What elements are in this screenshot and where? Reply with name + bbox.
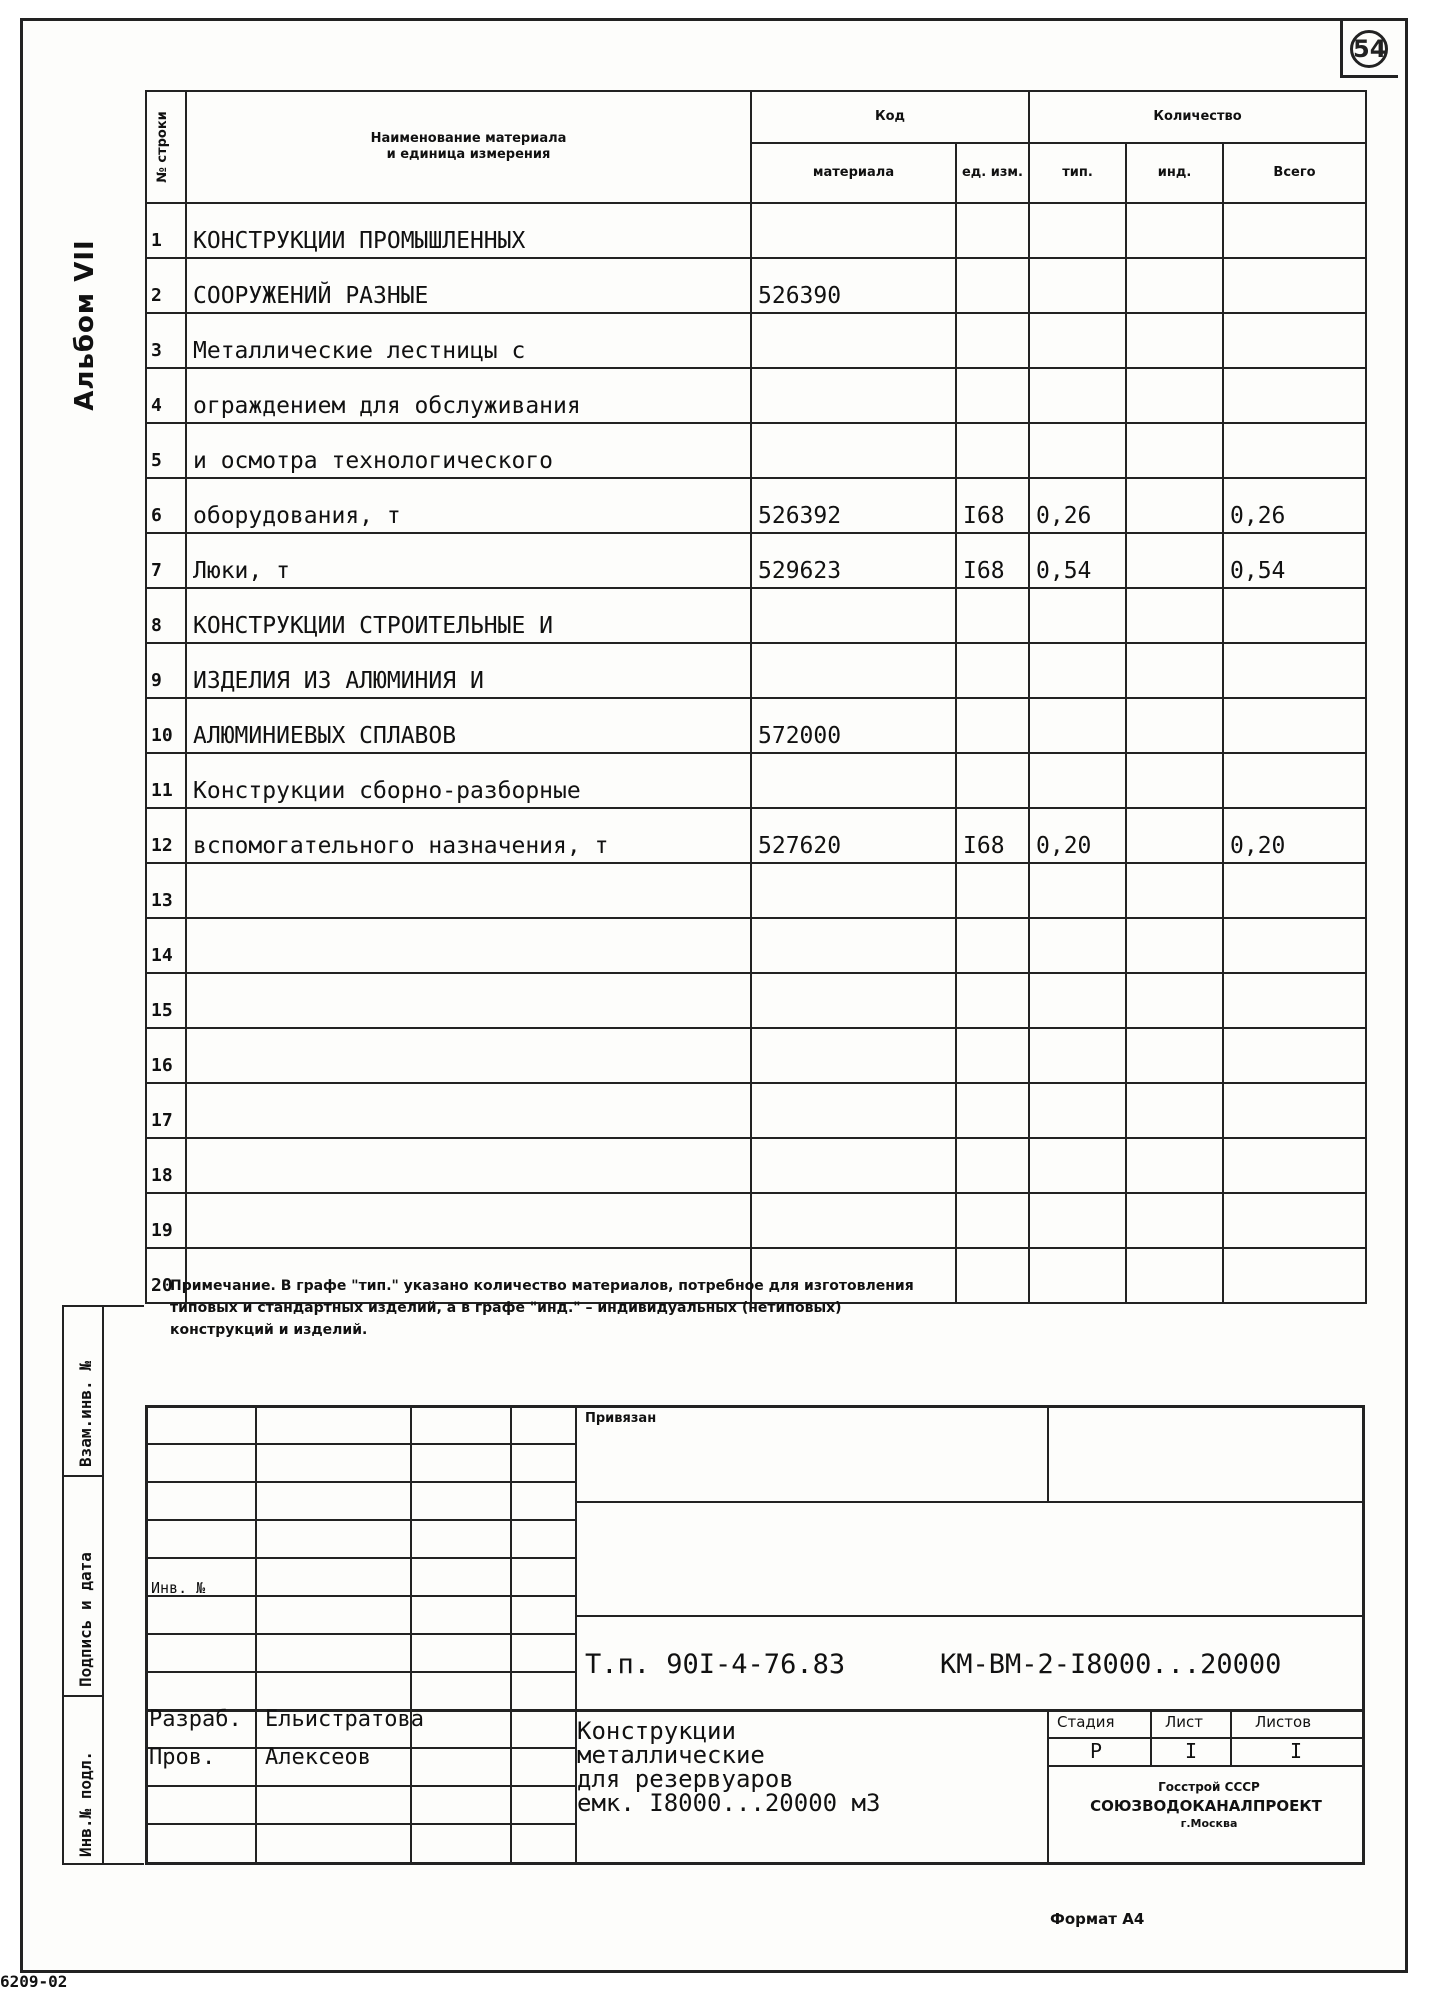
name-cell: СООРУЖЕНИЙ РАЗНЫЕ — [186, 258, 751, 313]
individual-qty-cell — [1126, 1248, 1223, 1303]
name-cell: КОНСТРУКЦИИ СТРОИТЕЛЬНЫЕ И — [186, 588, 751, 643]
total-qty-cell — [1223, 698, 1366, 753]
unit-cell — [956, 698, 1029, 753]
row-number-cell: 3 — [146, 313, 186, 368]
table-row — [146, 973, 1366, 1028]
total-qty-cell — [1223, 918, 1366, 973]
material-code-cell — [751, 588, 956, 643]
typical-qty-cell — [1029, 1248, 1126, 1303]
individual-qty-cell — [1126, 918, 1223, 973]
unit-cell — [956, 863, 1029, 918]
privyazan-label: Привязан — [585, 1411, 657, 1426]
row-number-cell: 17 — [146, 1083, 186, 1138]
name-cell — [186, 1028, 751, 1083]
name-cell: АЛЮМИНИЕВЫХ СПЛАВОВ — [186, 698, 751, 753]
name-cell — [186, 1083, 751, 1138]
row-number-cell: 4 — [146, 368, 186, 423]
unit-cell — [956, 753, 1029, 808]
row-number-cell: 6 — [146, 478, 186, 533]
table-row — [146, 863, 1366, 918]
total-qty-cell — [1223, 588, 1366, 643]
name-cell — [186, 1193, 751, 1248]
row-number-cell: 11 — [146, 753, 186, 808]
row-number-cell: 19 — [146, 1193, 186, 1248]
row-number-cell: 7 — [146, 533, 186, 588]
material-code-cell — [751, 1083, 956, 1138]
name-header: Наименование материала и единица измерения — [186, 91, 751, 203]
name-cell: ИЗДЕЛИЯ ИЗ АЛЮМИНИЯ И — [186, 643, 751, 698]
typical-qty-cell — [1029, 1138, 1126, 1193]
total-qty-cell — [1223, 423, 1366, 478]
unit-cell — [956, 1248, 1029, 1303]
unit-cell — [956, 643, 1029, 698]
unit-cell — [956, 203, 1029, 258]
row-number-cell: 18 — [146, 1138, 186, 1193]
unit-cell: I68 — [956, 533, 1029, 588]
individual-qty-cell — [1126, 423, 1223, 478]
total-qty-cell — [1223, 973, 1366, 1028]
individual-qty-cell — [1126, 203, 1223, 258]
table-row — [146, 698, 1366, 753]
typical-qty-cell — [1029, 203, 1126, 258]
total-qty-cell — [1223, 258, 1366, 313]
typical-qty-cell — [1029, 588, 1126, 643]
title-line-4: емк. I8000...20000 м3 — [577, 1789, 881, 1817]
material-code-cell: 527620 — [751, 808, 956, 863]
table-row — [146, 808, 1366, 863]
table-row — [146, 643, 1366, 698]
row-number-cell: 16 — [146, 1028, 186, 1083]
table-row — [146, 1083, 1366, 1138]
individual-qty-cell — [1126, 973, 1223, 1028]
name-cell: и осмотра технологического — [186, 423, 751, 478]
total-qty-cell — [1223, 1248, 1366, 1303]
typical-qty-cell — [1029, 368, 1126, 423]
sheets-value: I — [1290, 1739, 1303, 1763]
row-number-cell: 5 — [146, 423, 186, 478]
individual-qty-cell — [1126, 1193, 1223, 1248]
side-inv-label: Инв.№ подл. — [76, 1751, 95, 1857]
unit-cell — [956, 918, 1029, 973]
table-row — [146, 313, 1366, 368]
unit-cell: I68 — [956, 808, 1029, 863]
row-number-cell: 10 — [146, 698, 186, 753]
name-cell: вспомогательного назначения, т — [186, 808, 751, 863]
album-label: Альбом VII — [70, 239, 100, 411]
individual-qty-cell — [1126, 698, 1223, 753]
row-number-cell: 13 — [146, 863, 186, 918]
material-code-cell — [751, 863, 956, 918]
name-cell: Конструкции сборно-разборные — [186, 753, 751, 808]
sheet-label: Лист — [1165, 1713, 1204, 1731]
typical-qty-cell — [1029, 1193, 1126, 1248]
row-number-cell: 20 — [146, 1248, 186, 1303]
total-qty-cell — [1223, 313, 1366, 368]
typical-qty-cell: 0,20 — [1029, 808, 1126, 863]
material-code-cell — [751, 753, 956, 808]
developer-name: Ельистратова — [265, 1707, 424, 1732]
side-podpis-label: Подпись и дата — [76, 1552, 95, 1687]
table-row — [146, 1193, 1366, 1248]
typical-qty-cell — [1029, 313, 1126, 368]
material-code-header: материала — [751, 143, 956, 203]
individual-qty-cell — [1126, 643, 1223, 698]
individual-qty-cell — [1126, 368, 1223, 423]
typical-qty-cell — [1029, 973, 1126, 1028]
typical-qty-cell — [1029, 863, 1126, 918]
unit-cell — [956, 973, 1029, 1028]
name-cell: Металлические лестницы с — [186, 313, 751, 368]
row-number-header: № строки — [146, 91, 186, 203]
material-code-cell — [751, 368, 956, 423]
row-number-cell: 14 — [146, 918, 186, 973]
individual-qty-cell — [1126, 1083, 1223, 1138]
unit-cell — [956, 1193, 1029, 1248]
material-code-cell: 529623 — [751, 533, 956, 588]
individual-qty-cell — [1126, 1028, 1223, 1083]
name-cell — [186, 1138, 751, 1193]
bottom-code: 6209-02 — [0, 1972, 68, 1991]
typical-qty-cell — [1029, 1028, 1126, 1083]
code-group-header: Код — [751, 91, 1029, 143]
row-number-cell: 15 — [146, 973, 186, 1028]
unit-header: ед. изм. — [956, 143, 1029, 203]
material-code-cell: 526392 — [751, 478, 956, 533]
total-qty-cell: 0,20 — [1223, 808, 1366, 863]
side-vzam-cell — [64, 1307, 104, 1477]
total-qty-cell — [1223, 1083, 1366, 1138]
unit-cell — [956, 1083, 1029, 1138]
individual-qty-cell — [1126, 808, 1223, 863]
title-block — [145, 1405, 1365, 1865]
material-code-cell — [751, 973, 956, 1028]
unit-cell — [956, 423, 1029, 478]
document-code: Т.п. 90I-4-76.83 — [585, 1649, 846, 1680]
material-code-cell: 526390 — [751, 258, 956, 313]
org-line-3: г.Москва — [1180, 1817, 1238, 1830]
typical-qty-cell: 0,54 — [1029, 533, 1126, 588]
individual-qty-cell — [1126, 478, 1223, 533]
table-row — [146, 423, 1366, 478]
unit-cell — [956, 368, 1029, 423]
typical-qty-cell — [1029, 423, 1126, 478]
total-qty-header: Всего — [1223, 143, 1366, 203]
individual-qty-header: инд. — [1126, 143, 1223, 203]
material-code-cell: 572000 — [751, 698, 956, 753]
stage-value: Р — [1090, 1739, 1103, 1763]
name-cell: оборудования, т — [186, 478, 751, 533]
typical-qty-cell — [1029, 698, 1126, 753]
checker-role: Пров. — [149, 1745, 216, 1770]
document-mark: КМ-ВМ-2-I8000...20000 — [940, 1649, 1282, 1680]
row-number-cell: 2 — [146, 258, 186, 313]
row-number-cell: 12 — [146, 808, 186, 863]
side-fields — [62, 1305, 144, 1865]
title-line-1: Конструкции — [577, 1717, 736, 1745]
typical-qty-cell — [1029, 258, 1126, 313]
typical-qty-cell — [1029, 753, 1126, 808]
total-qty-cell — [1223, 863, 1366, 918]
title-line-2: металлические — [577, 1741, 765, 1769]
material-code-cell — [751, 1193, 956, 1248]
individual-qty-cell — [1126, 533, 1223, 588]
materials-table — [145, 90, 1367, 1304]
material-code-cell — [751, 1138, 956, 1193]
unit-cell — [956, 1138, 1029, 1193]
material-code-cell — [751, 423, 956, 478]
table-row — [146, 1028, 1366, 1083]
row-number-cell: 9 — [146, 643, 186, 698]
total-qty-cell — [1223, 203, 1366, 258]
unit-cell — [956, 1028, 1029, 1083]
page-number: 54 — [1350, 30, 1388, 68]
checker-name: Алексеов — [265, 1745, 371, 1770]
individual-qty-cell — [1126, 1138, 1223, 1193]
total-qty-cell: 0,26 — [1223, 478, 1366, 533]
name-cell — [186, 973, 751, 1028]
table-row — [146, 368, 1366, 423]
note-text: Примечание. В графе "тип." указано количество материалов, потребное для изготовления типовых и стандартных изделий, а в графе "инд." – индивидуальных (нетиповых) конструкций и изделий. — [170, 1278, 914, 1338]
unit-cell — [956, 258, 1029, 313]
table-row — [146, 588, 1366, 643]
material-code-cell — [751, 313, 956, 368]
sheets-label: Листов — [1255, 1713, 1312, 1731]
row-number-cell: 1 — [146, 203, 186, 258]
table-row — [146, 203, 1366, 258]
materials-table-body — [146, 203, 1366, 1303]
unit-cell — [956, 588, 1029, 643]
row-number-cell: 8 — [146, 588, 186, 643]
developer-role: Разраб. — [149, 1707, 242, 1732]
total-qty-cell — [1223, 1138, 1366, 1193]
typical-qty-cell: 0,26 — [1029, 478, 1126, 533]
inv-no-label: Инв. № — [151, 1579, 206, 1597]
material-code-cell — [751, 643, 956, 698]
format-label: Формат А4 — [1050, 1910, 1145, 1928]
material-code-cell — [751, 203, 956, 258]
side-podpis-cell — [64, 1477, 104, 1697]
individual-qty-cell — [1126, 258, 1223, 313]
sheet-value: I — [1185, 1739, 1198, 1763]
individual-qty-cell — [1126, 863, 1223, 918]
table-row — [146, 478, 1366, 533]
total-qty-cell — [1223, 1028, 1366, 1083]
unit-cell: I68 — [956, 478, 1029, 533]
name-cell: Люки, т — [186, 533, 751, 588]
typical-qty-cell — [1029, 643, 1126, 698]
total-qty-cell — [1223, 753, 1366, 808]
table-row — [146, 533, 1366, 588]
name-cell: КОНСТРУКЦИИ ПРОМЫШЛЕННЫХ — [186, 203, 751, 258]
org-line-2: СОЮЗВОДОКАНАЛПРОЕКТ — [1090, 1797, 1322, 1815]
total-qty-cell — [1223, 368, 1366, 423]
name-cell — [186, 863, 751, 918]
typical-qty-cell — [1029, 1083, 1126, 1138]
unit-cell — [956, 313, 1029, 368]
typical-qty-header: тип. — [1029, 143, 1126, 203]
quantity-group-header: Количество — [1029, 91, 1366, 143]
table-row — [146, 1138, 1366, 1193]
individual-qty-cell — [1126, 313, 1223, 368]
total-qty-cell — [1223, 1193, 1366, 1248]
table-row — [146, 753, 1366, 808]
name-cell — [186, 918, 751, 973]
stage-label: Стадия — [1057, 1713, 1115, 1731]
material-code-cell — [751, 1028, 956, 1083]
individual-qty-cell — [1126, 753, 1223, 808]
name-cell: ограждением для обслуживания — [186, 368, 751, 423]
side-vzam-label: Взам.инв. № — [76, 1361, 95, 1467]
title-line-3: для резервуаров — [577, 1765, 794, 1793]
material-code-cell — [751, 918, 956, 973]
table-row — [146, 918, 1366, 973]
total-qty-cell — [1223, 643, 1366, 698]
side-inv-cell — [64, 1697, 104, 1865]
total-qty-cell: 0,54 — [1223, 533, 1366, 588]
table-row — [146, 258, 1366, 313]
album-strip — [60, 195, 110, 455]
individual-qty-cell — [1126, 588, 1223, 643]
typical-qty-cell — [1029, 918, 1126, 973]
org-line-1: Госстрой СССР — [1158, 1780, 1260, 1794]
